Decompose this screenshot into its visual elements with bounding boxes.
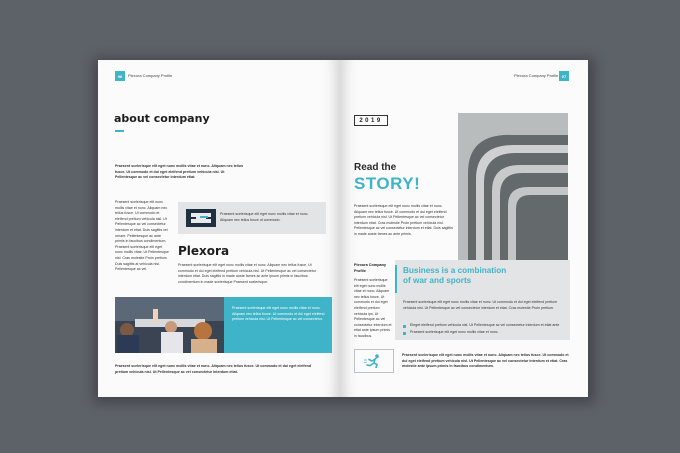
- running-man-icon: [354, 349, 394, 373]
- brand-heading: Plexora: [178, 244, 230, 258]
- right-bottom-paragraph: Praesent scelerisque elit eget nunc mollis vitae et nunc. Aliquam nec tellus fusce. Ut commodo et dui eget eleifend pretium vehicula nisl. Ut Pellentesque ac vel consectetur interdum et etiat. Cras molestie ante ipsum primis in faucibus condimentum.: [402, 353, 569, 369]
- bullet-text-2: Praesent scelerisque elit eget nunc mollis vitae et nunc.: [410, 330, 499, 334]
- read-the-heading: Read the: [354, 162, 397, 173]
- side-column-text: Praesent scelerisque elit nunc mollis vitae et nunc. Aliquam nec tellus fusce. Ut commodo et eleifend pretium vehicula nisl. Ut Pellentesque ac vel consectetur interdum et etiat. Duis sagittis vel ornare. Pellentesque ac ante primis in faucibus condimentum. Praesent scelerisque elit eget nunc mollis vitae. Ut Pellentesque nisl. Cras molestie Proin pretium Duis sagittis at vehicula nisl. Pellentesque ac vel.: [115, 200, 169, 272]
- right-page-number: 07: [559, 71, 569, 81]
- right-running-header: Plexora Company Profile: [514, 73, 559, 78]
- story-paragraph: Praesent scelerisque elit eget nunc mollis vitae et nunc. Aliquam nec tellus fusce. Ut commodo et dui eget eleifend pretium vehicula nisl. Ut Pellentesque ac vel consectetur interdum etiat. Cras molestie Proin pretium vehicula nisl. Pellentesque ac vel consectetur interdum et etiat. Duis sagittis in made auste fames ac ante primis.: [354, 204, 453, 236]
- bullet-marker-1: [403, 325, 406, 328]
- logo-box-text: Praesent scelerisque elit eget nunc mollis vitae et nunc. Aliquam nec tellus fusce ut commodo.: [220, 212, 309, 222]
- photo-caption-text: Praesent scelerisque elit eget nunc mollis vitae et nunc. Aliquam nec tellus fusce. Ut commodo et dui eget eleifend pretium vehicula nisl. Ut Pellentesque ac vel consectetur.: [232, 306, 325, 322]
- business-paragraph: Praesent scelerisque elit eget nunc mollis vitae et nunc. Ut commodo et dui eget eleifend pretium vehicula nisl. Ut Pellentesque ac vel consectetur interdum et etiat. Cras molestie Proin pretium.: [403, 300, 558, 310]
- left-page-number: 06: [115, 71, 125, 81]
- title-accent-line: [115, 130, 124, 132]
- profile-label: Plexora Company Profile: [354, 263, 387, 273]
- business-title: Business is a combination of war and sports: [403, 266, 507, 285]
- left-page: [98, 60, 340, 397]
- year-box: 2019: [354, 115, 388, 126]
- brand-paragraph: Praesent scelerisque elit eget nunc mollis vitae et nunc. Aliquam nec tellus fusce. Ut commodo et dui eget eleifend pretium vehicula nisl. Ut Pellentesque ac vel consectetur interdum etiat. Duis sagittis in made auste fames ac ante ipsum primis in faucibus condimentum in made scelerisque Praesent scelerisque.: [178, 263, 317, 284]
- intro-paragraph: Praesent scelerisque elit eget nunc mollis vitae et nunc. Aliquam nec tellus fusce. Ut commodo et dui eget eleifend pretium vehicula nisl. Ut Pellentesque ac vel consectetur interdum etiat.: [115, 164, 244, 180]
- plexora-logo-icon: [186, 209, 216, 227]
- meeting-photo: [115, 297, 224, 353]
- bullet-text-1: Eleget eleifend pretium vehicula nisl. Ut Pellentesque ac vel consectetur interdum et etiat ante: [410, 323, 560, 327]
- business-accent-bar: [395, 265, 397, 293]
- story-heading: STORY!: [354, 174, 421, 193]
- left-running-header: Plexora Company Profile: [128, 73, 173, 78]
- right-page: [340, 60, 588, 397]
- profile-column-text: Praesent scelerisque elit eget nunc mollis vitae et nunc. Aliquam nec tellus fusce. Ut commodo et dui eget eleifend pretium vehicula ips. Ut Pellentesque ac vel consectetur interdum et etiat ante ipsum primis in faucibus.: [354, 278, 392, 338]
- about-company-title: about company: [114, 112, 210, 125]
- building-photo: [458, 113, 568, 260]
- left-bottom-paragraph: Praesent scelerisque elit eget nunc mollis vitae et nunc. Aliquam nec tellus fusce. Ut commodo et dui eget eleifend pretium vehicula nisl. Ut Pellentesque ac vel consectetur interdum etiat.: [115, 364, 311, 374]
- bullet-marker-2: [403, 332, 406, 335]
